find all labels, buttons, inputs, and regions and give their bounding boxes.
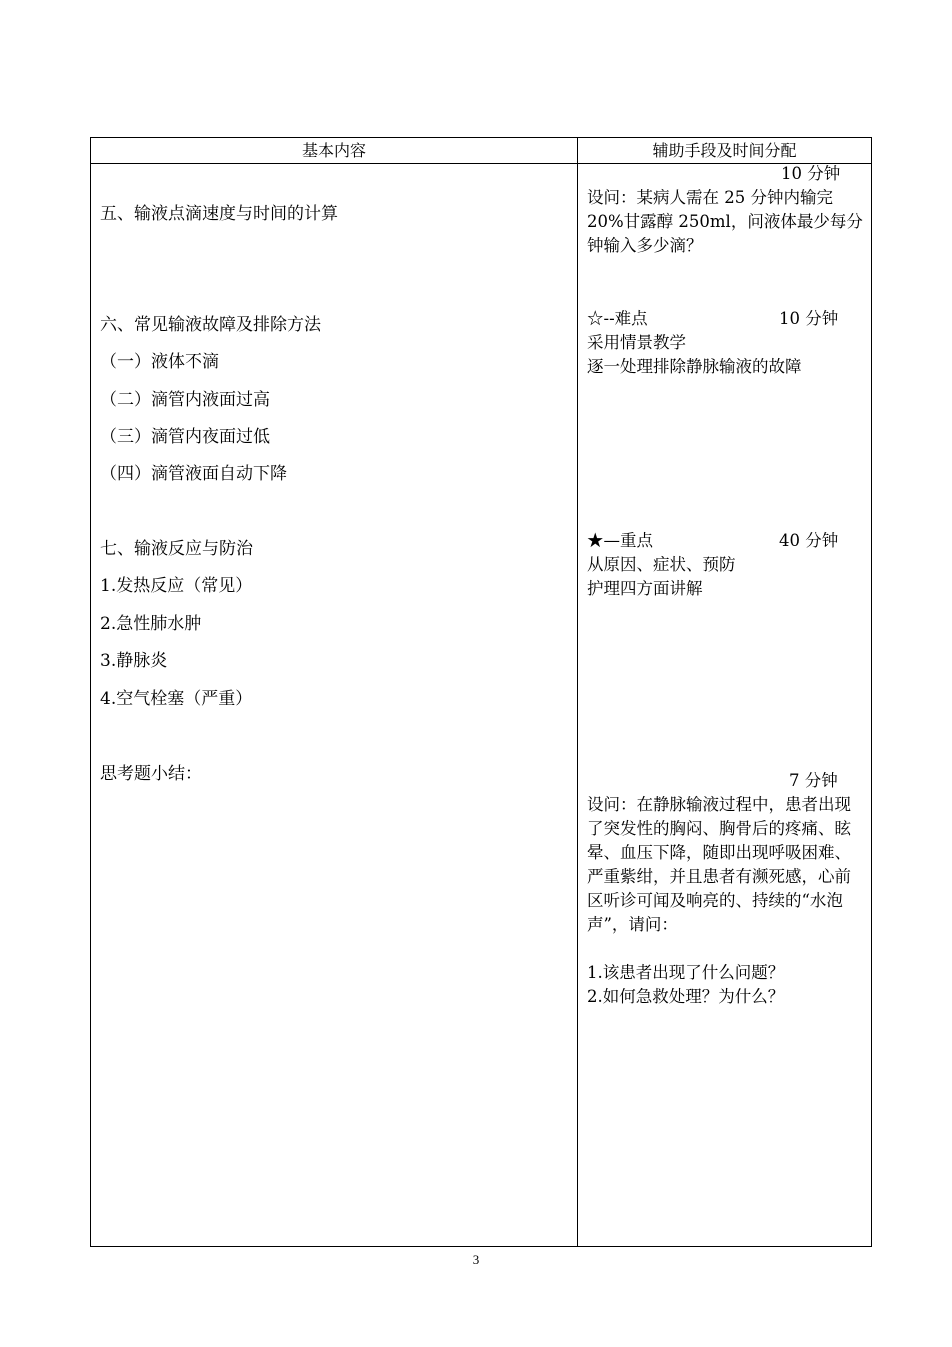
- method-line: 采用情景教学: [587, 333, 686, 352]
- summary-label: 思考题小结：: [100, 764, 202, 784]
- section-6-item: （三）滴管内夜面过低: [100, 427, 270, 447]
- header-aids-time: 辅助手段及时间分配: [652, 141, 797, 160]
- time-allocation: 7 分钟: [789, 771, 838, 790]
- question-infusion-rate: 设问：某病人需在 25 分钟内输完 20%甘露醇 250ml，问液体最少每分钟输入多少滴？: [587, 188, 863, 255]
- method-line: 护理四方面讲解: [587, 579, 703, 598]
- column-divider: [577, 138, 578, 1246]
- question-air-embolism: 设问：在静脉输液过程中，患者出现了突发性的胸闷、胸骨后的疼痛、眩晕、血压下降，随即出现呼吸困难、严重紫绀，并且患者有濒死感，心前区听诊可闻及响亮的、持续的“水泡声”，请问：: [587, 795, 851, 934]
- section-7-item: 1.发热反应（常见）: [100, 576, 253, 596]
- page-number: 3: [472, 1252, 480, 1267]
- header-divider: [91, 163, 871, 164]
- section-6-title: 六、常见输液故障及排除方法: [100, 315, 321, 335]
- section-7-item: 4.空气栓塞（严重）: [100, 689, 253, 709]
- method-line: 逐一处理排除静脉输液的故障: [587, 357, 802, 376]
- section-7-item: 2.急性肺水肿: [100, 614, 202, 634]
- sub-question: 2.如何急救处理？为什么？: [587, 987, 785, 1006]
- time-allocation: 10 分钟: [779, 309, 839, 328]
- sub-question: 1.该患者出现了什么问题？: [587, 963, 785, 982]
- key-point-marker: ★—重点: [587, 531, 653, 550]
- time-allocation: 40 分钟: [779, 531, 839, 550]
- section-6-item: （四）滴管液面自动下降: [100, 464, 287, 484]
- method-line: 从原因、症状、预防: [587, 555, 736, 574]
- section-6-item: （一）液体不滴: [100, 352, 219, 372]
- section-7-title: 七、输液反应与防治: [100, 539, 253, 559]
- time-allocation: 10 分钟: [781, 164, 841, 183]
- section-5-title: 五、输液点滴速度与时间的计算: [100, 204, 338, 224]
- section-6-item: （二）滴管内液面过高: [100, 390, 270, 410]
- section-7-item: 3.静脉炎: [100, 651, 168, 671]
- header-basic-content: 基本内容: [301, 141, 366, 160]
- difficulty-marker: ☆--难点: [587, 309, 648, 328]
